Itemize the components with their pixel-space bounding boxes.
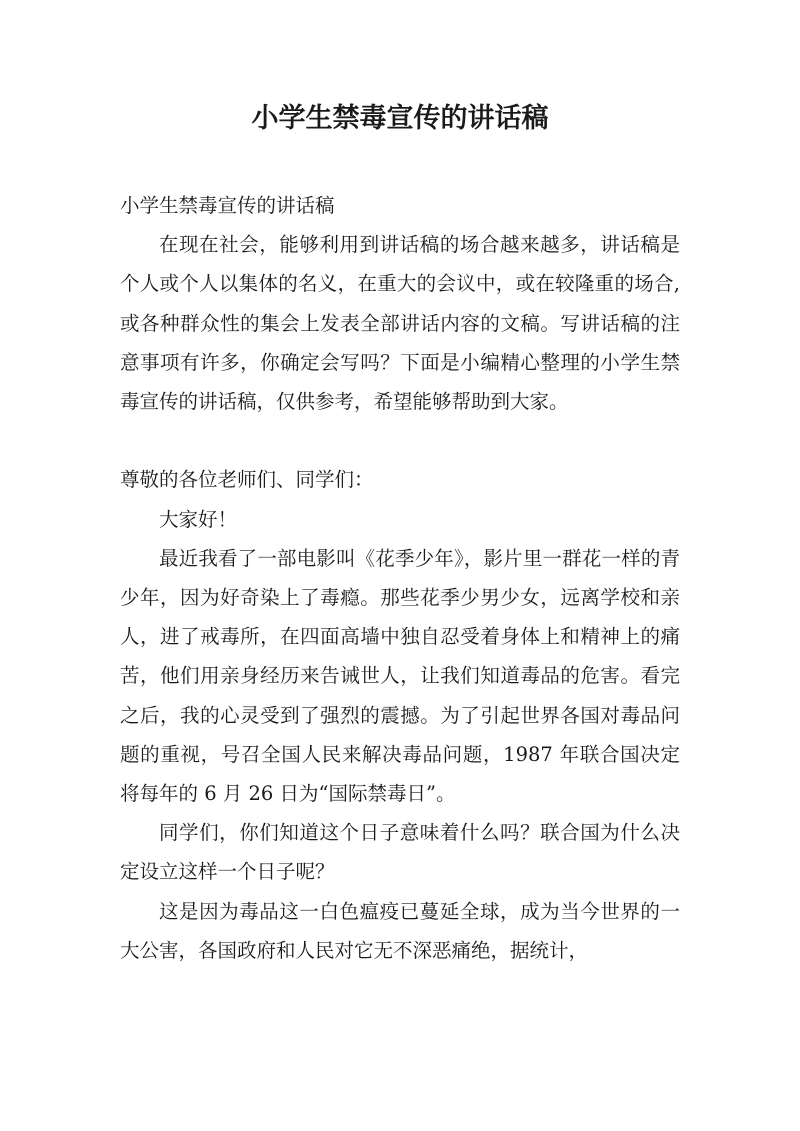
body-paragraph-3: 这是因为毒品这一白色瘟疫已蔓延全球，成为当今世界的一大公害，各国政府和人民对它无不深恶痛绝，据统计， bbox=[120, 899, 680, 962]
document-title: 小学生禁毒宣传的讲话稿 bbox=[251, 103, 549, 134]
paragraph-spacer bbox=[120, 421, 680, 460]
body-paragraph-1: 最近我看了一部电影叫《花季少年》，影片里一群花一样的青少年，因为好奇染上了毒瘾。那些花季少男少女，远离学校和亲人，进了戒毒所，在四面高墙中独自忍受着身体上和精神上的痛苦，他们用亲身经历来告诫世人，让我们知道毒品的危害。看完之后，我的心灵受到了强烈的震撼。为了引起世界各国对毒品问题的重视，号召全国人民来解决毒品问题，1987 年联合国决定将每年的 6 月 26 日为“国际禁毒日”。 bbox=[120, 546, 680, 806]
greeting: 大家好！ bbox=[159, 507, 238, 531]
document-body bbox=[120, 186, 680, 970]
salutation: 尊敬的各位老师们、同学们： bbox=[120, 468, 374, 492]
document-subtitle: 小学生禁毒宣传的讲话稿 bbox=[120, 194, 335, 217]
intro-paragraph: 在现在社会，能够利用到讲话稿的场合越来越多，讲话稿是个人或个人以集体的名义，在重大的会议中，或在较隆重的场合,或各种群众性的集会上发表全部讲话内容的文稿。写讲话稿的注意事项有许多，你确定会写吗？下面是小编精心整理的小学生禁毒宣传的讲话稿，仅供参考，希望能够帮助到大家。 bbox=[120, 233, 680, 414]
body-paragraph-2: 同学们，你们知道这个日子意味着什么吗？联合国为什么决定设立这样一个日子呢？ bbox=[120, 821, 680, 884]
